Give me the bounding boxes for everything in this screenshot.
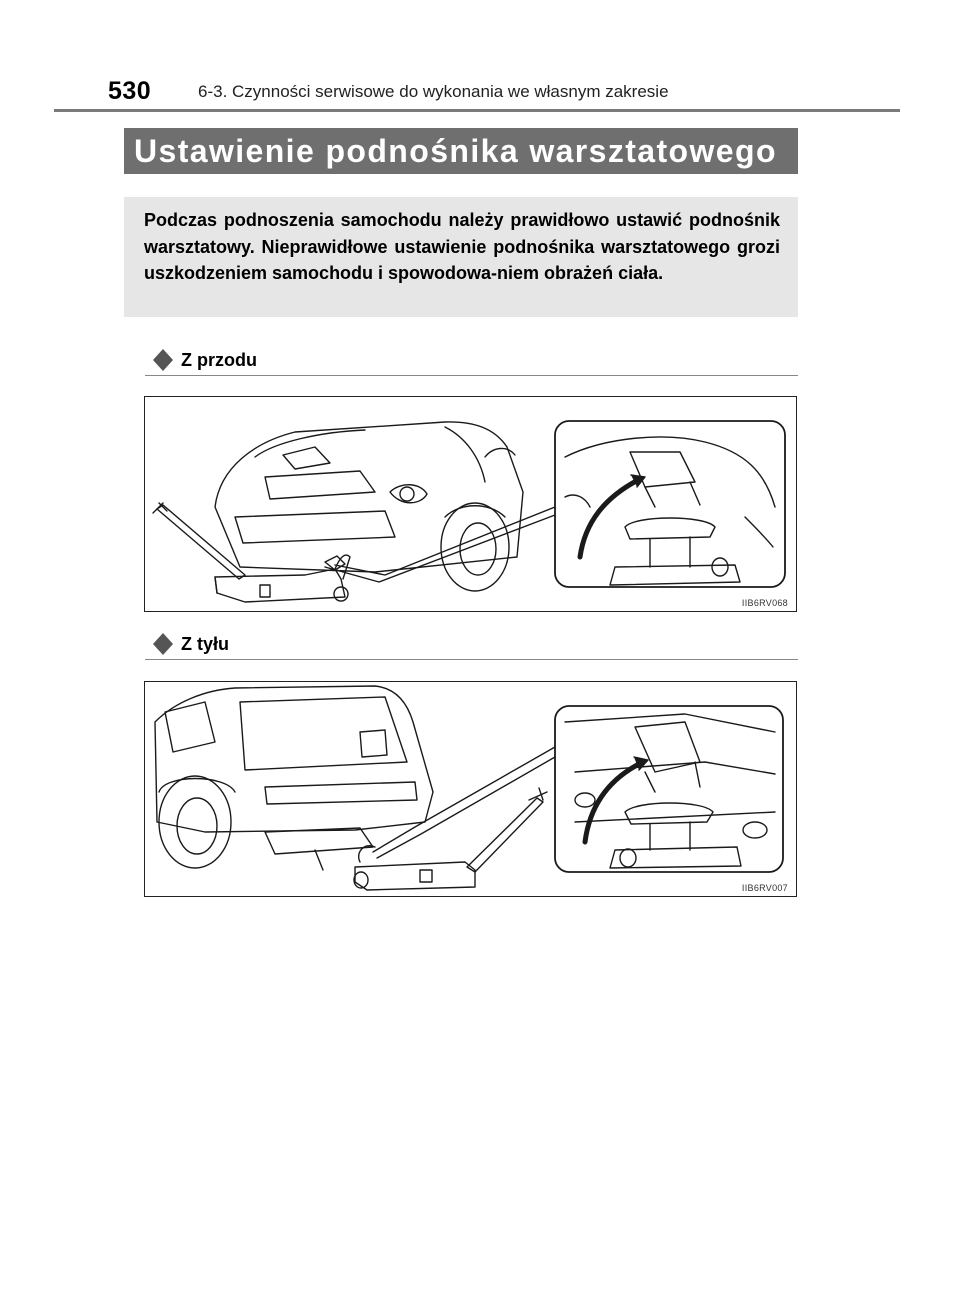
rear-jack-illustration	[145, 682, 796, 896]
figure-rear-jack	[144, 681, 797, 897]
section-title: 6-3. Czynności serwisowe do wykonania we własnym zakresie	[198, 82, 669, 101]
diamond-bullet-icon	[152, 348, 174, 372]
subsection-rear-label: Z tyłu	[181, 634, 229, 654]
subsection-front-rule	[145, 375, 798, 376]
figure-front-jack	[144, 396, 797, 612]
page-number: 530	[108, 77, 152, 105]
intro-box: Podczas podnoszenia samochodu należy prawidłowo ustawić podnośnik warsztatowy. Nieprawidłowe ustawienie podnośnika warsztatowego grozi uszkodzeniem samochodu i spowodowa-niem obrażeń ciała.	[124, 197, 798, 317]
subsection-rear	[152, 630, 798, 660]
page-header	[108, 76, 900, 110]
subsection-front-label: Z przodu	[181, 350, 257, 370]
subsection-rear-rule	[145, 659, 798, 660]
figure-code: IIB6RV068	[741, 598, 788, 608]
page-title: Ustawienie podnośnika warsztatowego	[124, 128, 798, 174]
header-rule	[54, 109, 900, 112]
figure-code: IIB6RV007	[741, 883, 788, 893]
subsection-front	[152, 346, 798, 376]
front-jack-illustration	[145, 397, 796, 611]
diamond-bullet-icon	[152, 632, 174, 656]
